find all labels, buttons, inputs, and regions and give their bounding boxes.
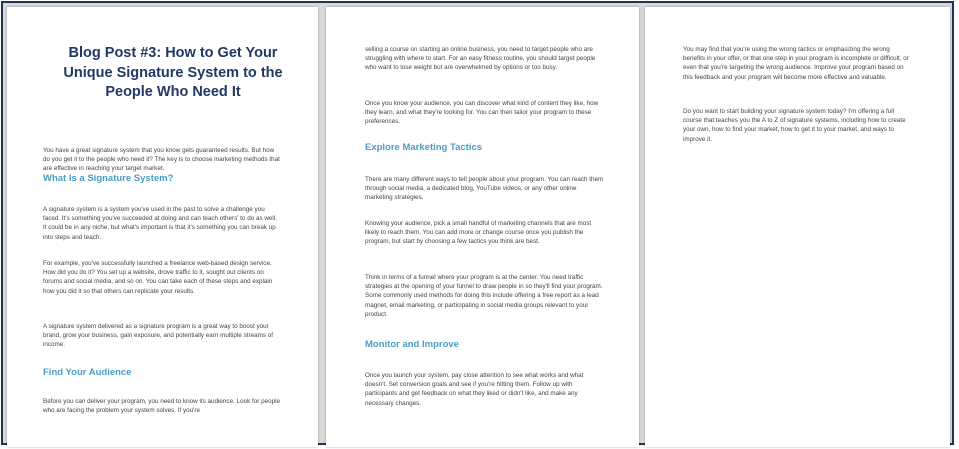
- paragraph: Knowing your audience, pick a small handful of marketing channels that are most likely to reach them. You can add more or change course once you publish the program, but start by choosing a few tactics you think are best.: [365, 220, 592, 246]
- page-2: [326, 7, 639, 447]
- paragraph: Do you want to start building your signature system today? I'm offering a full course that teaches you the A to Z of signature systems, including how to create your own, how to find your market, how to get it to your market, and ways to improve it.: [683, 108, 906, 143]
- page-title: Blog Post #3: How to Get Your Unique Signature System to the People Who Need It: [63, 45, 283, 100]
- paragraph: Once you launch your system, pay close attention to see what works and what doesn't. Set conversion goals and see if you're hitting them. Follow up with participants and get feedback on what they liked or didn't like, and make any necessary changes.: [365, 372, 584, 407]
- paragraph: Think in terms of a funnel where your program is at the center. You need traffic strategies at the opening of your funnel to draw people in so they'll find your program. Some commonly used methods for doing this include offering a free report as a lead magnet, email marketing, or participating in social media groups relevant to your product.: [365, 274, 603, 318]
- paragraph: Before you can deliver your program, you need to know its audience. Look for people who are facing the problem your system solves. If you're: [43, 398, 280, 415]
- document-frame: [1, 1, 954, 445]
- heading-signature-system: What Is a Signature System?: [43, 173, 174, 184]
- page-3: [645, 7, 950, 447]
- heading-marketing-tactics: Explore Marketing Tactics: [365, 142, 483, 153]
- paragraph: A signature system delivered as a signature program is a great way to boost your brand, grow your business, gain exposure, and potentially earn multiple streams of income.: [43, 323, 273, 349]
- heading-monitor-improve: Monitor and Improve: [365, 339, 459, 350]
- intro-paragraph: You have a great signature system that you know gets guaranteed results. But how do you get it to the people who need it? The key is to choose marketing methods that are effective in reaching your target market.: [43, 147, 280, 173]
- page-1: [7, 7, 318, 447]
- paragraph: selling a course on starting an online business, you need to target people who are struggling with where to start. For an easy fitness routine, you should target people who want to lose weight but are overwhelmed by options or too busy.: [365, 46, 596, 72]
- paragraph: Once you know your audience, you can discover what kind of content they like, how they learn, and what they're looking for. You can then tailor your program to these preferences.: [365, 100, 599, 126]
- paragraph: You may find that you're using the wrong tactics or emphasizing the wrong benefits in your offer, or that one step in your program is incomplete or difficult, or even that you're targeting the wrong audience. Improve your program based on this feedback and your program will become more effective and valuable.: [683, 46, 909, 81]
- paragraph: A signature system is a system you've used in the past to solve a challenge you faced. It's something you've succeeded at doing and can teach others' to do as well. It could be in any niche, but what's important is that it's something you can break up into steps and teach.: [43, 206, 277, 241]
- heading-find-audience: Find Your Audience: [43, 367, 132, 378]
- paragraph: There are many different ways to tell people about your program. You can reach them through social media, a dedicated blog, YouTube videos, or any other online marketing strategies.: [365, 176, 604, 202]
- paragraph: For example, you've successfully launched a freelance web-based design service. How did you do it? You set up a website, drove traffic to it, sought out clients on forums and social media, and so on. You can take each of these steps and explain how you did it so that others can replicate your results.: [43, 260, 273, 295]
